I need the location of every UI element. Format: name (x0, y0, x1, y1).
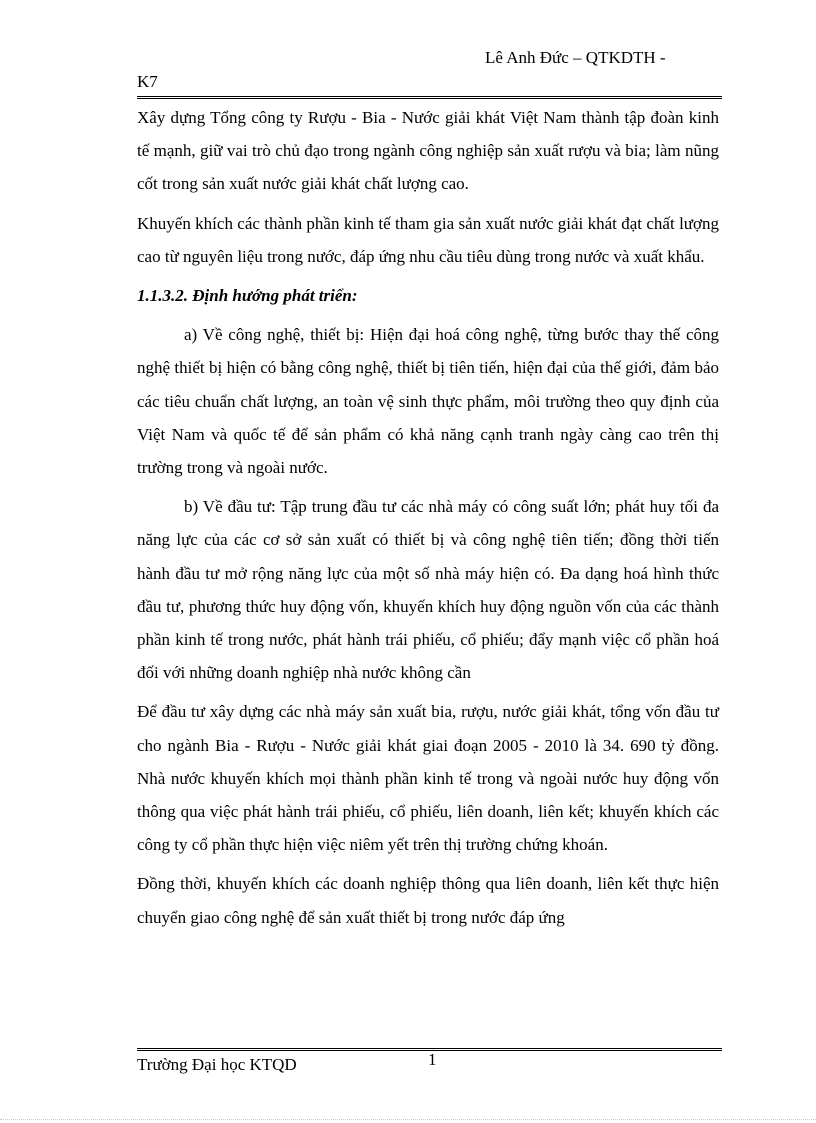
paragraph-capital: Để đầu tư xây dựng các nhà máy sản xuất bia, rượu, nước giải khát, tổng vốn đầu tư cho ngành Bia - Rượu - Nước giải khát giai đoạn 2005 - 2010 là 34. 690 tỷ đồng. Nhà nước khuyến khích mọi thành phần kinh tế trong và ngoài nước huy động vốn thông qua việc phát hành trái phiếu, cổ phiếu, liên doanh, liên kết; khuyến khích các công ty cổ phần thực hiện việc niêm yết trên thị trường chứng khoán. (137, 702, 719, 855)
header-class-code: K7 (137, 72, 158, 91)
section-heading: 1.1.3.2. Định hướng phát triển: (137, 286, 358, 306)
page-edge-divider (0, 1119, 816, 1120)
paragraph-investment: b) Về đầu tư: Tập trung đầu tư các nhà máy có công suất lớn; phát huy tối đa năng lực của các cơ sở sản xuất có thiết bị và công nghệ tiên tiến; đồng thời tiến hành đầu tư mở rộng năng lực của một số nhà máy hiện có. Đa dạng hoá hình thức đầu tư, phương thức huy động vốn, khuyến khích huy động nguồn vốn của các thành phần kinh tế trong nước, phát hành trái phiếu, cổ phiếu; đẩy mạnh việc cổ phần hoá đối với những doanh nghiệp nhà nước không cần (137, 497, 719, 683)
document-body (137, 101, 719, 940)
paragraph-technology: a) Về công nghệ, thiết bị: Hiện đại hoá công nghệ, từng bước thay thế công nghệ thiết bị hiện có bằng công nghệ, thiết bị tiên tiến, hiện đại của thế giới, đảm bảo các tiêu chuẩn chất lượng, an toàn vệ sinh thực phẩm, môi trường theo quy định của Việt Nam và quốc tế để sản phẩm có khả năng cạnh tranh ngày càng cao trên thị trường trong và ngoài nước. (137, 325, 719, 478)
paragraph-goal-corporation: Xây dựng Tổng công ty Rượu - Bia - Nước giải khát Việt Nam thành tập đoàn kinh tế mạnh, giữ vai trò chủ đạo trong ngành công nghiệp sản xuất rượu và bia; làm nũng cốt trong sản xuất nước giải khát chất lượng cao. (137, 108, 719, 194)
paragraph-encourage-sectors: Khuyến khích các thành phần kinh tế tham gia sản xuất nước giải khát đạt chất lượng cao từ nguyên liệu trong nước, đáp ứng nhu cầu tiêu dùng trong nước và xuất khẩu. (137, 213, 719, 266)
paragraph-technology-transfer: Đồng thời, khuyến khích các doanh nghiệp thông qua liên doanh, liên kết thực hiện chuyển giao công nghệ để sản xuất thiết bị trong nước đáp ứng (137, 874, 719, 927)
header-divider (137, 96, 722, 99)
page-number: 1 (428, 1050, 437, 1069)
footer-school: Trường Đại học KTQD (137, 1055, 297, 1074)
header-author: Lê Anh Đức – QTKDTH - (485, 48, 666, 67)
